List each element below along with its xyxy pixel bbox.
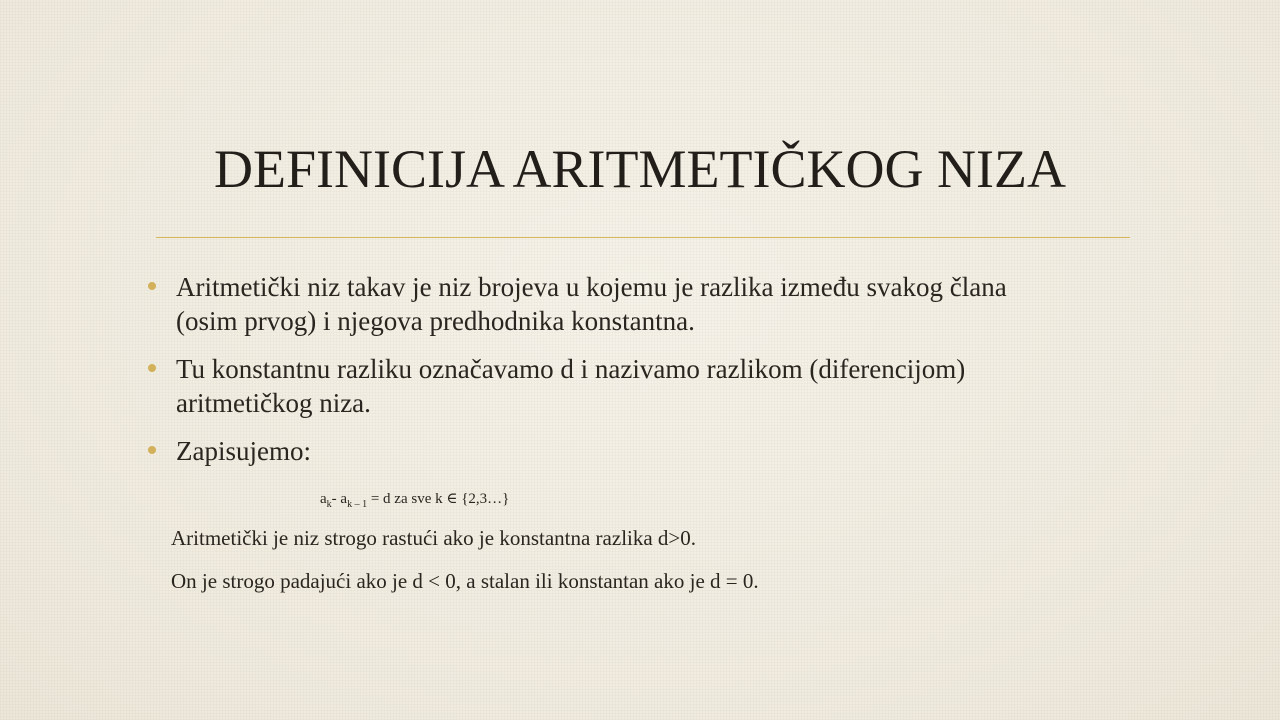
- formula: [320, 489, 509, 510]
- bullet-item-difference: [148, 352, 1108, 420]
- bullet-text-line: Aritmetički niz takav je niz brojeva u kojemu je razlika između svakog člana: [176, 272, 1007, 302]
- note-increasing: Aritmetički je niz strogo rastući ako je konstantna razlika d>0.: [171, 526, 697, 550]
- slide-title: DEFINICIJA ARITMETIČKOG NIZA: [214, 139, 1066, 199]
- bullet-item-definition: [148, 270, 1108, 338]
- bullet-text-line: Tu konstantnu razliku označavamo d i nazivamo razlikom (diferencijom): [176, 354, 966, 384]
- bullet-text-line: Zapisujemo:: [176, 436, 311, 466]
- formula-rest: = d za sve k ∈ {2,3…}: [367, 491, 510, 507]
- bullet-list: [148, 270, 1108, 482]
- formula-subscript: k: [326, 499, 332, 510]
- bullet-dot-icon: [148, 364, 156, 372]
- note-decreasing-constant: On je strogo padajući ako je d < 0, a stalan ili konstantan ako je d = 0.: [171, 569, 759, 593]
- bullet-dot-icon: [148, 446, 156, 454]
- bullet-text-line: (osim prvog) i njegova predhodnika konstantna.: [176, 306, 695, 336]
- bullet-text-line: aritmetičkog niza.: [176, 388, 371, 418]
- bullet-item-notation: [148, 434, 1108, 468]
- formula-minus: -: [331, 491, 341, 507]
- formula-subscript: k – 1: [347, 499, 368, 510]
- formula-term: a: [320, 491, 327, 507]
- title-divider: [156, 237, 1130, 238]
- formula-term: a: [340, 491, 348, 507]
- bullet-dot-icon: [148, 282, 156, 290]
